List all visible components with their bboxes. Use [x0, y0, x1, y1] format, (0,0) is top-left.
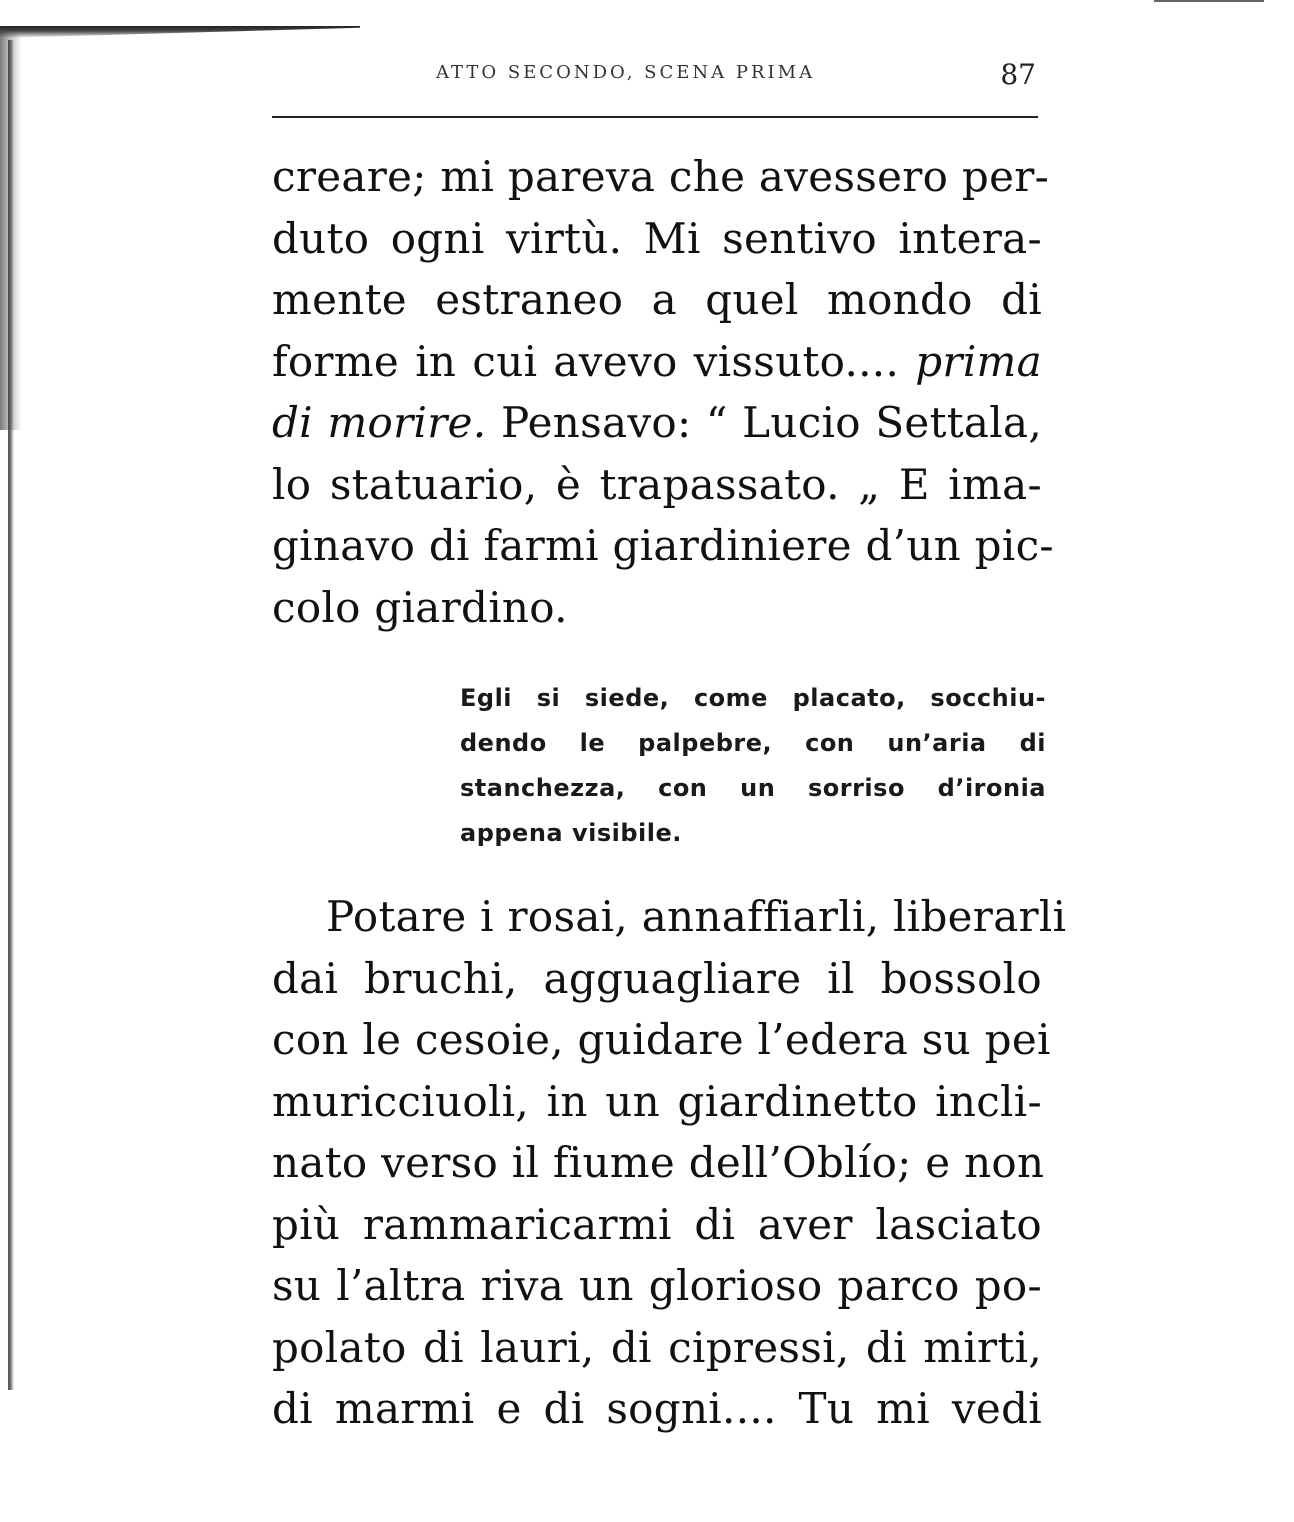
text-line: colo giardino. — [272, 582, 568, 632]
italic-segment: prima — [915, 336, 1043, 386]
italic-segment: di morire. — [272, 398, 487, 447]
page-header — [436, 58, 1042, 92]
text-line: muricciuoli, in un giardinetto incli- — [272, 1076, 1042, 1126]
header-rule — [272, 116, 1038, 118]
text-line: ginavo di farmi giardiniere d’un pic- — [272, 521, 1054, 570]
paragraph-2 — [272, 886, 1067, 1440]
text-line: Potare i rosai, annaffiarli, liberarli — [326, 892, 1067, 941]
text-line: più rammaricarmi di aver lasciato — [272, 1199, 1042, 1249]
text-line-mixed — [272, 331, 1042, 393]
paragraph-1 — [272, 146, 1054, 638]
stage-direction — [460, 676, 1046, 856]
stage-line: Egli si siede, come placato, socchiu- — [460, 684, 1046, 712]
binding-edge — [8, 40, 14, 1390]
text-line: mente estraneo a quel mondo di — [272, 275, 1042, 324]
text-line: duto ogni virtù. Mi sentivo intera- — [272, 213, 1042, 263]
text-segment: forme in cui avevo vissuto.... — [272, 336, 900, 386]
text-line: con le cesoie, guidare l’edera su pei — [272, 1015, 1051, 1064]
text-line: lo statuario, è trapassato. „ E ima- — [272, 459, 1042, 509]
running-title: ATTO SECONDO, SCENA PRIMA — [436, 62, 816, 83]
text-line: polato di lauri, di cipressi, di mirti, — [272, 1322, 1042, 1372]
page-number: 87 — [1000, 58, 1036, 91]
text-line-mixed — [272, 392, 1042, 454]
page-top-right-edge — [1154, 0, 1264, 2]
text-line: dai bruchi, agguagliare il bossolo — [272, 953, 1042, 1003]
page-top-edge — [0, 26, 360, 38]
text-line: creare; mi pareva che avessero per- — [272, 152, 1050, 201]
text-segment: Pensavo: “ Lucio Settala, — [500, 398, 1043, 447]
stage-line: stanchezza, con un sorriso d’ironia — [460, 774, 1046, 802]
stage-line: dendo le palpebre, con un’aria di — [460, 729, 1046, 757]
text-line: di marmi e di sogni.... Tu mi vedi — [272, 1384, 1042, 1433]
text-line: nato verso il fiume dell’Oblío; e non — [272, 1138, 1045, 1187]
text-line: su l’altra riva un glorioso parco po- — [272, 1261, 1042, 1310]
stage-line: appena visibile. — [460, 819, 682, 847]
